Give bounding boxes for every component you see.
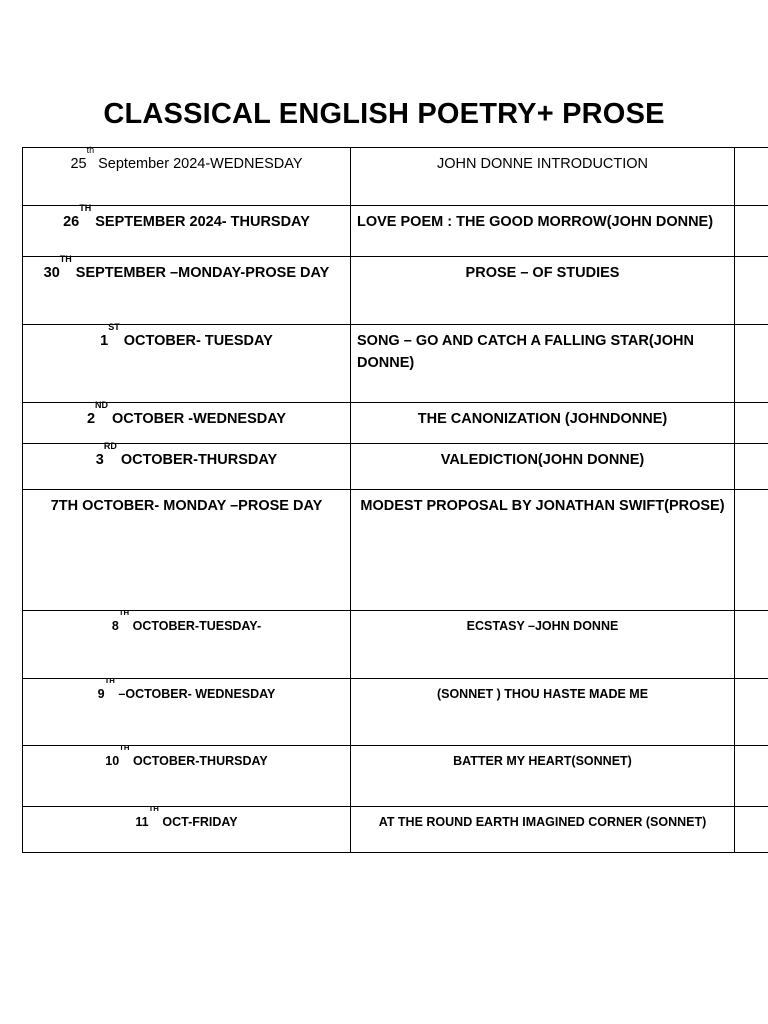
document-title: CLASSICAL ENGLISH POETRY+ PROSE bbox=[103, 98, 665, 130]
topic-text: SONG – GO AND CATCH A FALLING STAR(JOHN DONNE) bbox=[357, 333, 694, 371]
topic-text: ECSTASY –JOHN DONNE bbox=[466, 619, 619, 633]
empty-cell bbox=[735, 206, 768, 257]
empty-cell bbox=[735, 611, 768, 679]
empty-cell bbox=[735, 746, 768, 807]
date-cell bbox=[23, 743, 351, 807]
date-text: 2ND OCTOBER -WEDNESDAY bbox=[86, 400, 287, 427]
date-cell bbox=[23, 676, 351, 746]
date-text: 11TH OCT-FRIDAY bbox=[135, 804, 238, 829]
empty-cell bbox=[735, 148, 768, 206]
empty-cell bbox=[735, 403, 768, 444]
date-text: 7TH OCTOBER- MONDAY –PROSE DAY bbox=[50, 498, 323, 514]
date-text: 9TH –OCTOBER- WEDNESDAY bbox=[97, 676, 276, 701]
topic-text: BATTER MY HEART(SONNET) bbox=[453, 754, 632, 768]
table-row bbox=[23, 403, 768, 444]
topic-text: MODEST PROPOSAL BY JONATHAN SWIFT(PROSE) bbox=[360, 498, 725, 514]
date-cell bbox=[23, 441, 351, 490]
table-row bbox=[23, 679, 768, 746]
empty-cell bbox=[735, 444, 768, 490]
topic-cell bbox=[351, 257, 735, 325]
table-row bbox=[23, 206, 768, 257]
date-cell bbox=[23, 203, 351, 257]
date-cell bbox=[23, 254, 351, 325]
date-cell bbox=[23, 400, 351, 444]
topic-text: (SONNET ) THOU HASTE MADE ME bbox=[436, 687, 649, 701]
topic-cell bbox=[351, 325, 735, 403]
date-cell bbox=[23, 608, 351, 679]
table-row bbox=[23, 444, 768, 490]
table-row bbox=[23, 325, 768, 403]
date-text: 8TH OCTOBER-TUESDAY- bbox=[111, 608, 262, 633]
empty-cell bbox=[735, 679, 768, 746]
topic-cell bbox=[351, 444, 735, 490]
topic-cell bbox=[351, 490, 735, 611]
date-cell bbox=[23, 804, 351, 853]
topic-cell bbox=[351, 611, 735, 679]
empty-cell bbox=[735, 325, 768, 403]
table-row bbox=[23, 257, 768, 325]
topic-text: JOHN DONNE INTRODUCTION bbox=[436, 156, 649, 172]
date-text: 25th September 2024-WEDNESDAY bbox=[70, 145, 303, 172]
date-text: 1ST OCTOBER- TUESDAY bbox=[100, 322, 273, 349]
table-row bbox=[23, 746, 768, 807]
topic-text: AT THE ROUND EARTH IMAGINED CORNER (SONNET) bbox=[378, 815, 707, 829]
table-row bbox=[23, 807, 768, 853]
topic-cell bbox=[351, 148, 735, 206]
table-row bbox=[23, 611, 768, 679]
topic-text: LOVE POEM : THE GOOD MORROW(JOHN DONNE) bbox=[357, 214, 714, 230]
table-row bbox=[23, 148, 768, 206]
date-text: 26TH SEPTEMBER 2024- THURSDAY bbox=[63, 203, 310, 230]
topic-cell bbox=[351, 679, 735, 746]
topic-text: PROSE – OF STUDIES bbox=[465, 265, 620, 281]
schedule-table bbox=[22, 147, 768, 853]
topic-text: THE CANONIZATION (JOHNDONNE) bbox=[417, 411, 668, 427]
date-text: 10TH OCTOBER-THURSDAY bbox=[105, 743, 268, 768]
topic-cell bbox=[351, 807, 735, 853]
date-cell bbox=[23, 145, 351, 206]
empty-cell bbox=[735, 257, 768, 325]
date-text: 3RD OCTOBER-THURSDAY bbox=[95, 441, 278, 468]
topic-text: VALEDICTION(JOHN DONNE) bbox=[440, 452, 645, 468]
table-row bbox=[23, 490, 768, 611]
empty-cell bbox=[735, 490, 768, 611]
date-text: 30TH SEPTEMBER –MONDAY-PROSE DAY bbox=[43, 254, 330, 281]
topic-cell bbox=[351, 746, 735, 807]
topic-cell bbox=[351, 206, 735, 257]
date-cell bbox=[23, 490, 351, 611]
topic-cell bbox=[351, 403, 735, 444]
date-cell bbox=[23, 322, 351, 403]
empty-cell bbox=[735, 807, 768, 853]
